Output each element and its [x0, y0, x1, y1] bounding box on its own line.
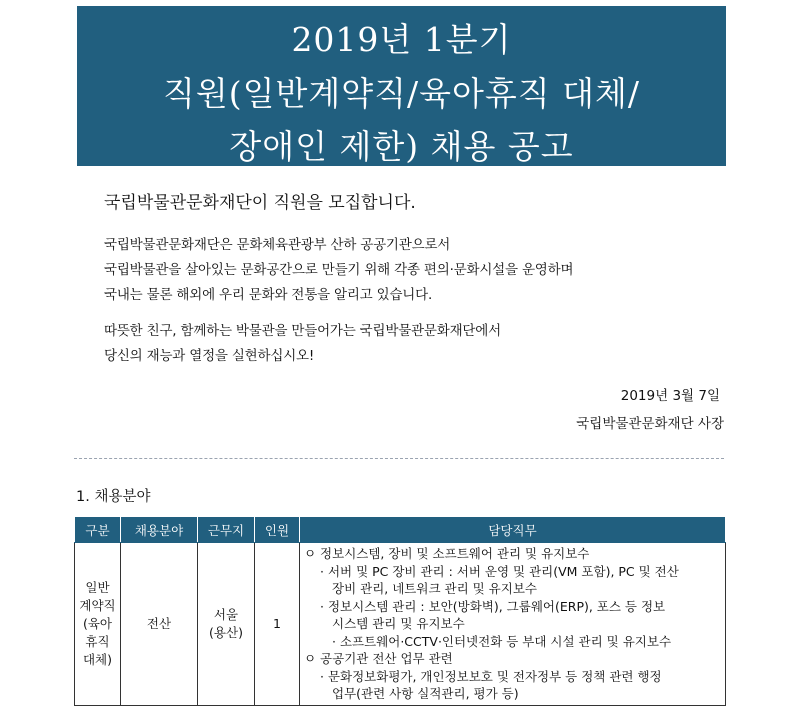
duty-line: · 서버 및 PC 장비 관리 : 서버 운영 및 관리(VM 포함), PC 및 전산: [320, 563, 679, 579]
category-line: (육아: [82, 615, 113, 631]
section-title: 1. 채용분야: [76, 489, 151, 505]
cell-location: [198, 543, 255, 706]
header-location: 근무지: [198, 517, 255, 543]
header-field: 채용분야: [121, 517, 198, 543]
category-line: 계약직: [79, 597, 116, 613]
announcement-date: 2019년 3월 7일: [620, 388, 720, 404]
duty-line: · 소프트웨어·CCTV·인터넷전화 등 부대 시설 관리 및 유지보수: [332, 633, 672, 649]
title-banner: [77, 6, 726, 166]
duty-line: ㅇ 공공기관 전산 업무 관련: [304, 651, 453, 666]
duty-line: · 정보시스템 관리 : 보안(방화벽), 그룹웨어(ERP), 포스 등 정보: [320, 598, 666, 614]
intro-headline: 국립박물관문화재단이 직원을 모집합니다.: [104, 193, 416, 213]
cell-field: 전산: [121, 543, 198, 706]
category-line: 휴직: [85, 633, 110, 649]
table-row: [75, 543, 726, 706]
intro-paragraph-2-line-2: 당신의 재능과 열정을 실현하십시오!: [104, 348, 315, 364]
cell-count: 1: [255, 543, 300, 706]
intro-paragraph-1-line-2: 국립박물관을 살아있는 문화공간으로 만들기 위해 각종 편의·문화시설을 운영하며: [104, 262, 574, 278]
location-line: 서울: [213, 606, 239, 622]
header-duties: 담당직무: [300, 517, 726, 543]
section-divider: [74, 458, 724, 459]
table-header-row: [75, 517, 726, 543]
intro-paragraph-1-line-3: 국내는 물론 해외에 우리 문화와 전통을 알리고 있습니다.: [104, 287, 433, 303]
header-count: 인원: [255, 517, 300, 543]
recruitment-table: [74, 516, 726, 706]
intro-paragraph-2-line-1: 따뜻한 친구, 함께하는 박물관을 만들어가는 국립박물관문화재단에서: [104, 323, 501, 339]
intro-paragraph-1-line-1: 국립박물관문화재단은 문화체육관광부 산하 공공기관으로서: [104, 237, 451, 253]
duty-line: ㅇ 정보시스템, 장비 및 소프트웨어 관리 및 유지보수: [304, 546, 590, 561]
duty-line: 시스템 관리 및 유지보수: [332, 616, 465, 631]
duty-line: 업무(관련 사항 실적관리, 평가 등): [332, 686, 519, 701]
banner-title-line-2: 직원(일반계약직/육아휴직 대체/: [162, 74, 640, 113]
signature: 국립박물관문화재단 사장: [576, 416, 724, 432]
banner-title-line-3: 장애인 제한) 채용 공고: [229, 127, 574, 166]
banner-title-line-1: 2019년 1분기: [291, 20, 512, 59]
category-line: 대체): [82, 651, 113, 667]
duty-line: 장비 관리, 네트워크 관리 및 유지보수: [332, 581, 537, 596]
duty-line: · 문화정보화평가, 개인정보보호 및 전자정부 등 정책 관련 행정: [320, 668, 662, 684]
location-line: (용산): [209, 624, 243, 640]
header-category: 구분: [75, 517, 121, 543]
cell-category: [75, 543, 121, 706]
cell-duties: [300, 543, 726, 706]
category-line: 일반: [85, 579, 110, 595]
